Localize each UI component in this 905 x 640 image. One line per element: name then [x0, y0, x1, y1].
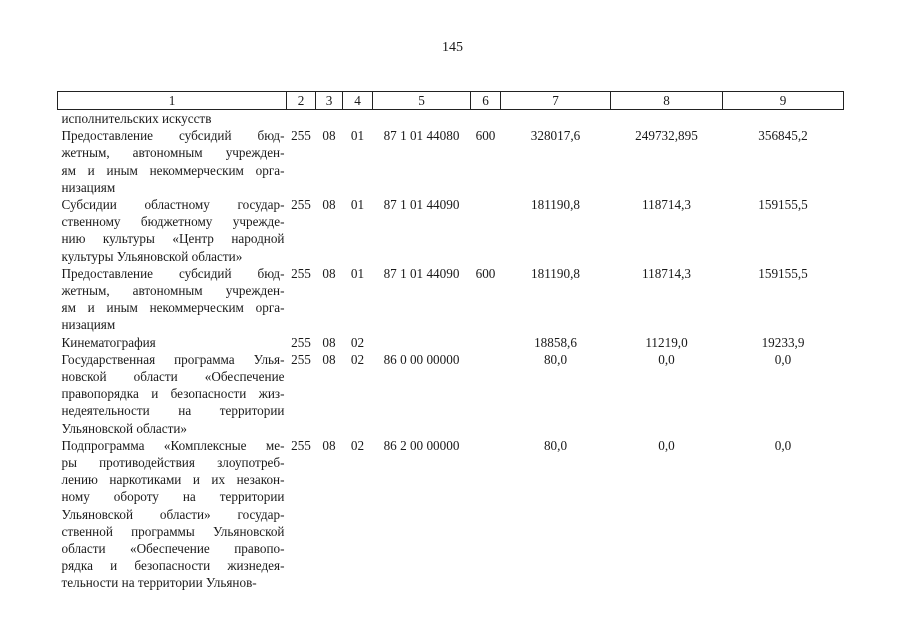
amount-col-7 — [501, 110, 611, 128]
code-expense-type — [471, 196, 501, 265]
code-target-article — [373, 110, 471, 128]
row-name-line: правопорядка и безопасности жиз- — [61, 386, 285, 402]
column-header-4: 4 — [343, 92, 373, 110]
amount-col-9: 0,0 — [774, 437, 792, 453]
amount-col-8 — [611, 110, 723, 128]
table-row — [58, 127, 844, 196]
row-name-line: ному обороту на территории — [61, 489, 285, 505]
column-header-1: 1 — [58, 92, 287, 110]
code-section: 08 — [322, 265, 336, 281]
row-name-line: новской области «Обеспечение — [61, 369, 285, 385]
row-name-line: низациям — [61, 317, 116, 333]
code-target-article: 87 1 01 44080 — [383, 128, 460, 144]
code-section: 08 — [322, 437, 336, 453]
row-name-line: рядка и безопасности жизнедея- — [61, 558, 285, 574]
code-subsection: 01 — [350, 128, 365, 144]
table-row — [58, 196, 844, 265]
code-admin: 255 — [291, 351, 311, 367]
column-header-6: 6 — [471, 92, 501, 110]
code-section: 08 — [322, 197, 336, 213]
code-subsection — [343, 110, 373, 128]
code-admin: 255 — [291, 334, 311, 350]
budget-table — [57, 91, 844, 592]
table-row — [58, 334, 844, 351]
row-name — [58, 110, 287, 128]
amount-col-9: 159155,5 — [758, 197, 808, 213]
row-name-line: исполнительских искусств — [61, 111, 212, 126]
page-number: 145 — [442, 40, 463, 55]
table-body — [58, 110, 844, 592]
column-header-7: 7 — [501, 92, 611, 110]
amount-col-8: 0,0 — [658, 437, 675, 453]
column-header-5: 5 — [373, 92, 471, 110]
row-name-line: Предоставление субсидий бюд- — [61, 128, 285, 144]
amount-col-9: 19233,9 — [761, 334, 805, 350]
amount-col-7: 181190,8 — [531, 197, 580, 213]
code-target-article — [373, 334, 471, 351]
code-subsection: 02 — [350, 437, 365, 453]
row-name-line: жетным, автономным учрежден- — [61, 145, 285, 161]
amount-col-7: 80,0 — [543, 351, 568, 367]
code-subsection: 02 — [350, 334, 365, 350]
code-section: 08 — [322, 128, 336, 144]
column-header-3: 3 — [316, 92, 343, 110]
row-name-line: Субсидии областному государ- — [61, 197, 285, 213]
row-name-line: ям и иным некоммерческим орга- — [61, 300, 285, 316]
table-row — [58, 351, 844, 437]
code-expense-type: 600 — [475, 265, 496, 281]
amount-col-9: 356845,2 — [758, 128, 808, 144]
row-name-line: ры противодействия злоупотреб- — [61, 455, 285, 471]
row-name-line: Подпрограмма «Комплексные ме- — [61, 437, 285, 453]
code-subsection: 01 — [350, 265, 365, 281]
table-row — [58, 437, 844, 592]
row-name-line: культуры Ульяновской области» — [61, 248, 243, 264]
code-subsection: 01 — [350, 197, 365, 213]
amount-col-8: 118714,3 — [642, 197, 691, 213]
code-target-article: 87 1 01 44090 — [383, 197, 460, 213]
row-name-line: недеятельности на территории — [61, 403, 285, 419]
amount-col-8: 118714,3 — [642, 265, 691, 281]
code-expense-type — [471, 351, 501, 437]
code-expense-type — [471, 110, 501, 128]
code-admin — [287, 110, 316, 128]
table-row — [58, 265, 844, 334]
amount-col-7: 18858,6 — [534, 334, 577, 350]
row-name — [58, 334, 287, 351]
row-name-line: Предоставление субсидий бюд- — [61, 265, 285, 281]
code-section: 08 — [322, 351, 336, 367]
amount-col-8: 249732,895 — [635, 128, 698, 144]
row-name-line: низациям — [61, 179, 116, 195]
column-header-9: 9 — [723, 92, 844, 110]
code-admin: 255 — [291, 197, 311, 213]
code-expense-type — [471, 334, 501, 351]
column-header-2: 2 — [287, 92, 316, 110]
code-admin: 255 — [291, 265, 311, 281]
row-name-line: лению наркотиками и их незакон- — [61, 472, 285, 488]
amount-col-7: 80,0 — [543, 437, 568, 453]
code-section: 08 — [322, 334, 336, 350]
code-expense-type: 600 — [475, 128, 496, 144]
row-name-line: ям и иным некоммерческим орга- — [61, 162, 285, 178]
row-name-line: Кинематография — [61, 334, 156, 350]
column-header-8: 8 — [611, 92, 723, 110]
code-target-article: 86 0 00 00000 — [383, 351, 460, 367]
row-name — [58, 351, 287, 437]
row-name — [58, 196, 287, 265]
row-name-line: ственной программы Ульяновской — [61, 523, 285, 539]
amount-col-9: 0,0 — [774, 351, 792, 367]
code-target-article: 87 1 01 44090 — [383, 265, 460, 281]
row-name-line: жетным, автономным учрежден- — [61, 283, 285, 299]
row-name — [58, 265, 287, 334]
row-name-line: тельности на территории Ульянов- — [61, 575, 257, 591]
code-admin: 255 — [291, 128, 311, 144]
code-subsection: 02 — [350, 351, 365, 367]
code-expense-type — [471, 437, 501, 592]
amount-col-8: 0,0 — [658, 351, 675, 367]
amount-col-7: 328017,6 — [530, 128, 581, 144]
row-name — [58, 437, 287, 592]
row-name-line: ственному бюджетному учрежде- — [61, 214, 285, 230]
code-admin: 255 — [291, 437, 311, 453]
row-name — [58, 127, 287, 196]
header-row — [58, 92, 844, 110]
row-name-line: нию культуры «Центр народной — [61, 231, 285, 247]
row-name-line: Государственная программа Улья- — [61, 351, 285, 367]
row-name-line: Ульяновской области» — [61, 420, 188, 436]
row-name-line: Ульяновской области» государ- — [61, 506, 285, 522]
row-name-line: области «Обеспечение правопо- — [61, 541, 285, 557]
amount-col-9: 159155,5 — [758, 265, 808, 281]
code-section — [316, 110, 343, 128]
amount-col-7: 181190,8 — [531, 265, 580, 281]
table-row — [58, 110, 844, 128]
code-target-article: 86 2 00 00000 — [383, 437, 460, 453]
amount-col-8: 11219,0 — [645, 334, 688, 350]
amount-col-9 — [723, 110, 844, 128]
